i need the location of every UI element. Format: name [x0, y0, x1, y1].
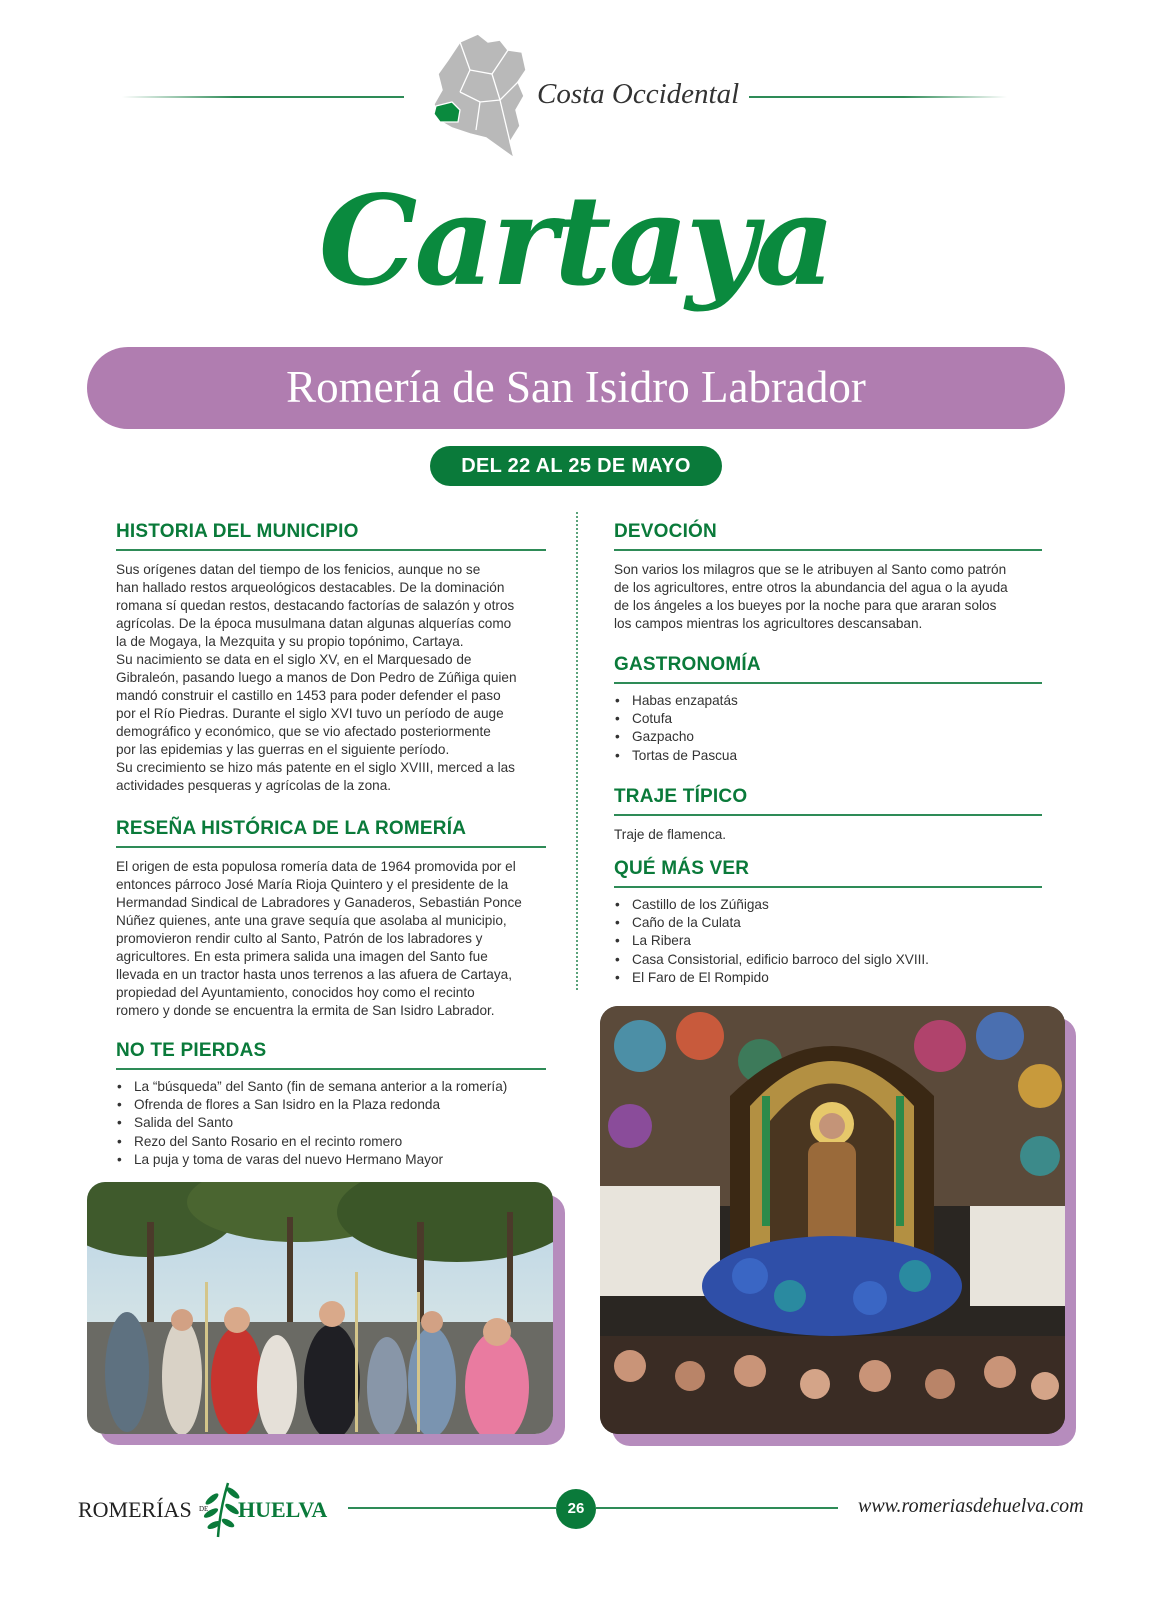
que-mas-ver-heading: QUÉ MÁS VER [614, 858, 1042, 888]
section-no-te-pierdas [116, 1040, 546, 1169]
historia-line: agrícolas. De la época musulmana datan algunas alquerías como [116, 616, 512, 631]
town-title: Cartaya [318, 169, 833, 314]
traje-text: Traje de flamenca. [614, 827, 727, 842]
historia-line: la de Mogaya, la Mezquita y su propio topónimo, Cartaya. [116, 634, 464, 649]
devocion-heading: DEVOCIÓN [614, 521, 1042, 551]
gastronomia-list [614, 692, 1042, 765]
section-traje [614, 786, 1042, 844]
historia-heading: HISTORIA DEL MUNICIPIO [116, 521, 546, 551]
region-label: Costa Occidental [537, 78, 740, 110]
saint-float-illustration [600, 1006, 1065, 1434]
gastronomia-heading: GASTRONOMÍA [614, 654, 1042, 684]
historia-line: Su crecimiento se hizo más patente en el siglo XVIII, merced a las [116, 760, 515, 775]
magazine-page [12, 0, 1139, 1600]
que-mas-ver-list [614, 896, 1042, 987]
list-item: • La “búsqueda” del Santo (fin de semana anterior a la romería) [116, 1078, 546, 1096]
resena-text [116, 858, 546, 1020]
historia-text [116, 561, 546, 795]
list-item: • Caño de la Culata [614, 914, 1042, 932]
crowd-photo-illustration [87, 1182, 553, 1434]
province-map-icon [430, 30, 535, 160]
historia-line: han hallado restos arqueológicos destacables. De la dominación [116, 580, 505, 595]
romerias-de-huelva-logo [78, 1479, 338, 1539]
footer-rule-right [596, 1507, 838, 1509]
logo-text-left: ROMERÍAS [78, 1497, 192, 1522]
list-item: • La puja y toma de varas del nuevo Hermano Mayor [116, 1151, 546, 1169]
section-devocion [614, 521, 1042, 633]
logo-text-de: DE [199, 1505, 209, 1513]
traje-heading: TRAJE TÍPICO [614, 786, 1042, 816]
page-number: 26 [556, 1489, 596, 1529]
header-rule-left [122, 96, 404, 98]
list-item: • Salida del Santo [116, 1114, 546, 1132]
date-badge: DEL 22 AL 25 DE MAYO [430, 446, 722, 486]
devocion-line: los campos mientras los agricultores descansaban. [614, 616, 923, 631]
historia-line: Gibraleón, pasando luego a manos de Don Pedro de Zúñiga quien [116, 670, 517, 685]
resena-line: El origen de esta populosa romería data de 1964 promovida por el [116, 859, 516, 874]
list-item: • El Faro de El Rompido [614, 969, 1042, 987]
resena-line: entonces párroco José María Rioja Quintero y el presidente de la [116, 877, 509, 892]
devocion-text [614, 561, 1042, 633]
column-divider [576, 512, 578, 990]
section-historia [116, 521, 546, 795]
photo-san-isidro-image [600, 1006, 1078, 1448]
section-que-mas-ver [614, 858, 1042, 987]
list-item: • Habas enzapatás [614, 692, 1042, 710]
list-item: • Ofrenda de flores a San Isidro en la Plaza redonda [116, 1096, 546, 1114]
event-banner [87, 347, 1065, 429]
list-item: • Gazpacho [614, 728, 1042, 746]
resena-line: promovieron rendir culto al Santo, Patrón de los labradores y [116, 931, 483, 946]
devocion-line: de los agricultores, entre otros la abundancia del agua o la ayuda [614, 580, 1008, 595]
resena-line: propiedad del Ayuntamiento, conocidos hoy como el recinto [116, 985, 475, 1000]
list-item: • Casa Consistorial, edificio barroco del siglo XVIII. [614, 951, 1042, 969]
no-te-pierdas-list [116, 1078, 546, 1169]
list-item: • Rezo del Santo Rosario en el recinto romero [116, 1133, 546, 1151]
historia-line: romana sí quedan restos, destacando factorías de salazón y otros [116, 598, 515, 613]
historia-line: Sus orígenes datan del tiempo de los fenicios, aunque no se [116, 562, 481, 577]
resena-line: Hermandad Sindical de Labradores y Ganaderos, Sebastián Ponce [116, 895, 522, 910]
section-gastronomia [614, 654, 1042, 765]
resena-line: Núñez quienes, ante una grave sequía que asolaba al municipio, [116, 913, 507, 928]
event-title: Romería de San Isidro Labrador [286, 362, 866, 412]
historia-line: por el Río Piedras. Durante el siglo XVI tuvo un período de auge [116, 706, 504, 721]
resena-heading: RESEÑA HISTÓRICA DE LA ROMERÍA [116, 818, 546, 848]
historia-line: por las epidemias y las guerras en el siguiente período. [116, 742, 450, 757]
resena-line: agricultores. En esta primera salida una imagen del Santo fue [116, 949, 488, 964]
logo-text-right: HUELVA [238, 1497, 328, 1522]
no-te-pierdas-heading: NO TE PIERDAS [116, 1040, 546, 1070]
resena-line: romero y donde se encuentra la ermita de San Isidro Labrador. [116, 1003, 495, 1018]
historia-line: Su nacimiento se data en el siglo XV, en el Marquesado de [116, 652, 472, 667]
historia-line: demográfico y económico, que se vio afectado posteriormente [116, 724, 491, 739]
list-item: • La Ribera [614, 932, 1042, 950]
devocion-line: Son varios los milagros que se le atribuyen al Santo como patrón [614, 562, 1007, 577]
footer-rule-left [348, 1507, 556, 1509]
devocion-line: de los ángeles a los bueyes por la noche para que araran solos [614, 598, 997, 613]
list-item: • Tortas de Pascua [614, 747, 1042, 765]
photo-romeria-crowd [87, 1182, 567, 1448]
list-item: • Castillo de los Zúñigas [614, 896, 1042, 914]
header-rule-right [749, 96, 1007, 98]
historia-line: actividades pesqueras y agrícolas de la zona. [116, 778, 392, 793]
historia-line: mandó construir el castillo en 1453 para poder defender el paso [116, 688, 501, 703]
list-item: • Cotufa [614, 710, 1042, 728]
section-resena [116, 818, 546, 1020]
resena-line: llevada en un tractor hasta unos terrenos a las afuera de Cartaya, [116, 967, 512, 982]
website-url[interactable]: www.romeriasdehuelva.com [858, 1495, 1084, 1517]
olive-branch-icon [203, 1483, 241, 1537]
